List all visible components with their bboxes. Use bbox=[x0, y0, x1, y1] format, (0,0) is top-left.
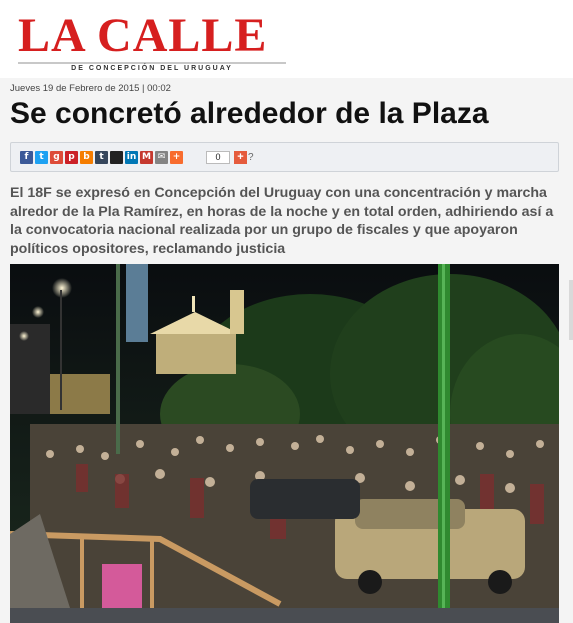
share-more-button[interactable]: + bbox=[234, 151, 247, 164]
top-nav-cutoff[interactable] bbox=[413, 68, 553, 76]
twitter-icon[interactable]: t bbox=[35, 151, 48, 164]
site-logo[interactable] bbox=[18, 9, 286, 74]
share-help-link[interactable]: ? bbox=[248, 152, 254, 163]
photo-caption-bar bbox=[10, 608, 559, 623]
logo-rule bbox=[18, 62, 286, 64]
blogger-icon[interactable]: b bbox=[80, 151, 93, 164]
share-icons bbox=[20, 151, 183, 165]
pinterest-icon[interactable]: p bbox=[65, 151, 78, 164]
delicious-icon[interactable] bbox=[110, 151, 123, 164]
article-headline: Se concretó alrededor de la Plaza bbox=[10, 97, 489, 130]
logo-title: LA CALLE bbox=[18, 9, 268, 62]
article-date: Jueves 19 de Febrero de 2015 | 00:02 bbox=[10, 83, 171, 94]
tumblr-icon[interactable]: t bbox=[95, 151, 108, 164]
share-toolbar bbox=[10, 142, 559, 172]
side-panel-edge bbox=[569, 280, 573, 340]
share-count: 0 bbox=[206, 151, 230, 164]
article-lead: El 18F se expresó en Concepción del Uruguay con una concentración y marcha alredor de la Pla Ramírez, en horas de la noche y en total orden, adhiriendo así a la convocatoria nacional realizada por un grupo de fiscales y que apoyaron políticos opositores, reclamando justicia bbox=[10, 185, 554, 257]
article-area bbox=[0, 78, 573, 623]
logo-subtitle: DE CONCEPCIÓN DEL URUGUAY bbox=[71, 65, 233, 72]
linkedin-icon[interactable]: in bbox=[126, 152, 137, 162]
crowd-night-photo bbox=[10, 264, 559, 608]
masthead bbox=[0, 0, 573, 78]
article-photo[interactable] bbox=[10, 264, 559, 608]
gmail-icon[interactable]: M bbox=[140, 151, 153, 164]
email-icon[interactable]: ✉ bbox=[155, 151, 168, 164]
googleplus-icon[interactable]: g bbox=[50, 151, 63, 164]
facebook-icon[interactable]: f bbox=[20, 151, 33, 164]
addthis-icon[interactable]: + bbox=[170, 151, 183, 164]
